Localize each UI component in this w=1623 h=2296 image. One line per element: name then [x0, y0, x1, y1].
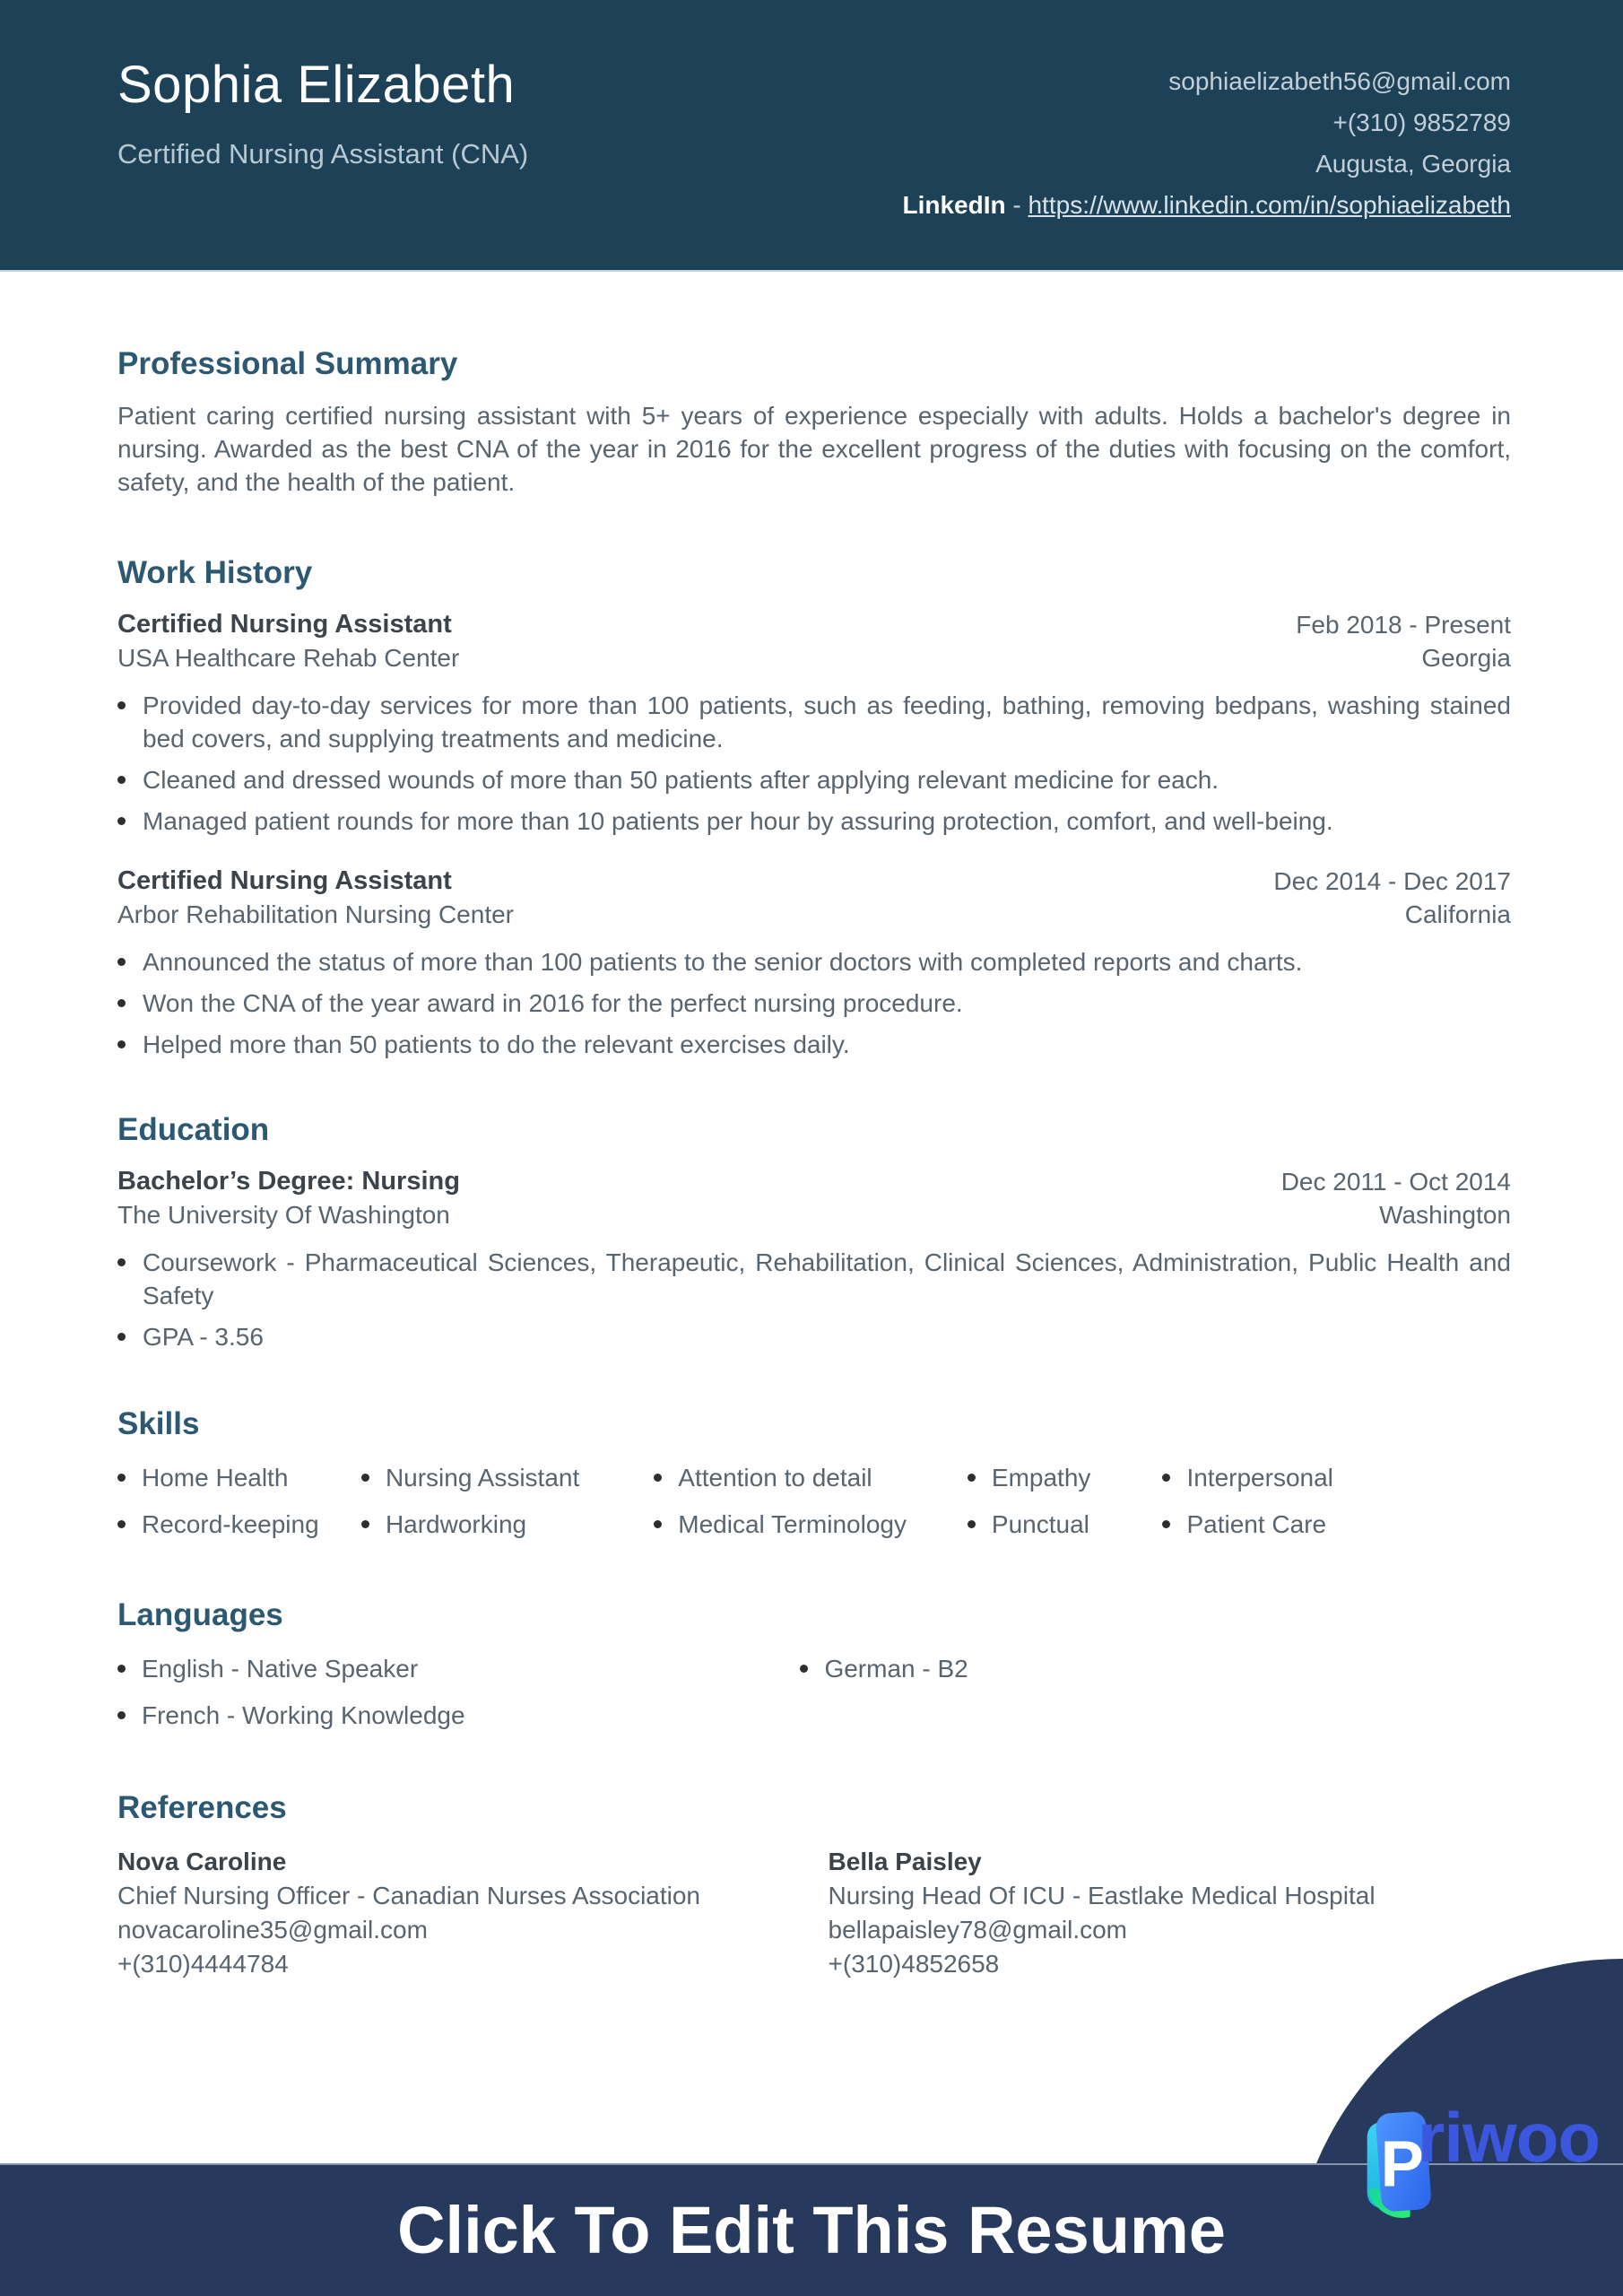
skill-item: Hardworking	[361, 1508, 654, 1541]
person-job-title: Certified Nursing Assistant (CNA)	[117, 138, 529, 170]
reference-card	[829, 1845, 1511, 1981]
work-history-heading: Work History	[117, 555, 313, 590]
reference-email: novacaroline35@gmail.com	[117, 1916, 428, 1944]
contact-linkedin	[902, 185, 1511, 226]
job-header	[117, 608, 1511, 674]
job-bullet: Won the CNA of the year award in 2016 for the perfect nursing procedure.	[117, 987, 1511, 1020]
priwoo-logo[interactable]	[1355, 2098, 1600, 2221]
reference-role: Chief Nursing Officer - Canadian Nurses Association	[117, 1882, 701, 1909]
bullet-dot-icon	[361, 1474, 369, 1482]
bullet-dot-icon	[117, 1520, 126, 1528]
linkedin-link[interactable]: https://www.linkedin.com/in/sophiaelizabeth	[1028, 191, 1511, 219]
education-bullet: Coursework - Pharmaceutical Sciences, Therapeutic, Rehabilitation, Clinical Sciences, Administration, Public Health and Safety	[117, 1246, 1511, 1312]
bullet-dot-icon	[968, 1520, 976, 1528]
references-heading: References	[117, 1790, 287, 1825]
bullet-dot-icon	[117, 1665, 126, 1673]
education-location: Washington	[1379, 1201, 1511, 1229]
job-right	[1296, 608, 1511, 674]
skill-item: Interpersonal	[1162, 1461, 1511, 1494]
bullet-dot-icon	[361, 1520, 369, 1528]
bullet-dot-icon	[117, 817, 126, 825]
bullet-dot-icon	[117, 1258, 126, 1266]
education-bullet-list	[117, 1246, 1511, 1353]
bullet-dot-icon	[117, 1711, 126, 1719]
summary-heading: Professional Summary	[117, 346, 458, 381]
job-bullet: Cleaned and dressed wounds of more than 50 patients after applying relevant medicine for each.	[117, 763, 1511, 796]
header-identity	[117, 56, 528, 270]
job-bullet-list	[117, 945, 1511, 1061]
job-left	[117, 865, 514, 931]
school-name: The University Of Washington	[117, 1201, 450, 1229]
references-grid	[117, 1845, 1511, 1981]
languages-heading: Languages	[117, 1597, 283, 1632]
reference-phone: +(310)4852658	[828, 1950, 1000, 1978]
skills-grid	[117, 1461, 1511, 1541]
skill-item: Nursing Assistant	[361, 1461, 654, 1494]
reference-phone: +(310)4444784	[117, 1950, 289, 1978]
bullet-dot-icon	[1162, 1474, 1170, 1482]
job-title: Certified Nursing Assistant	[117, 866, 452, 895]
education-heading: Education	[117, 1112, 270, 1147]
job-bullet: Managed patient rounds for more than 10 patients per hour by assuring protection, comfort, and well-being.	[117, 804, 1511, 838]
skill-item: Record-keeping	[117, 1508, 361, 1541]
job-location: Georgia	[1421, 644, 1511, 672]
language-item: French - Working Knowledge	[117, 1699, 800, 1732]
reference-name: Nova Caroline	[117, 1848, 287, 1875]
skill-item: Patient Care	[1162, 1508, 1511, 1541]
linkedin-label: LinkedIn	[902, 191, 1006, 219]
svg-text:P: P	[1380, 2128, 1424, 2201]
skill-item: Attention to detail	[654, 1461, 968, 1494]
bullet-dot-icon	[117, 701, 126, 709]
job-title: Certified Nursing Assistant	[117, 610, 452, 639]
contact-phone: +(310) 9852789	[1332, 109, 1511, 136]
reference-email: bellapaisley78@gmail.com	[828, 1916, 1128, 1944]
bullet-dot-icon	[968, 1474, 976, 1482]
job-dates: Dec 2014 - Dec 2017	[1273, 867, 1511, 895]
contact-email: sophiaelizabeth56@gmail.com	[1168, 67, 1511, 95]
education-entry	[117, 1165, 1511, 1353]
bullet-dot-icon	[117, 1040, 126, 1048]
bullet-dot-icon	[117, 958, 126, 966]
job-dates: Feb 2018 - Present	[1296, 611, 1511, 639]
job-company: USA Healthcare Rehab Center	[117, 644, 460, 672]
bullet-dot-icon	[117, 999, 126, 1007]
bullet-dot-icon	[117, 1333, 126, 1341]
bullet-dot-icon	[654, 1474, 662, 1482]
edit-resume-button[interactable]: Click To Edit This Resume	[397, 2192, 1226, 2267]
resume-body	[0, 345, 1623, 1981]
job-company: Arbor Rehabilitation Nursing Center	[117, 900, 514, 928]
person-name: Sophia Elizabeth	[117, 56, 516, 114]
job-entry	[117, 608, 1511, 838]
education-left	[117, 1165, 460, 1231]
job-bullet: Helped more than 50 patients to do the relevant exercises daily.	[117, 1028, 1511, 1061]
job-location: California	[1404, 900, 1511, 928]
job-entry	[117, 865, 1511, 1061]
education-dates: Dec 2011 - Oct 2014	[1280, 1168, 1511, 1196]
education-right	[1281, 1165, 1511, 1231]
skills-heading: Skills	[117, 1406, 200, 1441]
education-header	[117, 1165, 1511, 1231]
bullet-dot-icon	[800, 1665, 808, 1673]
bullet-dot-icon	[117, 1474, 126, 1482]
job-bullet-list	[117, 689, 1511, 838]
skill-item: Home Health	[117, 1461, 361, 1494]
language-item: German - B2	[800, 1652, 1511, 1685]
header	[0, 0, 1623, 272]
priwoo-logo-text: riwoo	[1418, 2098, 1600, 2177]
skill-item: Punctual	[968, 1508, 1163, 1541]
degree-title: Bachelor’s Degree: Nursing	[117, 1167, 460, 1196]
job-bullet: Announced the status of more than 100 patients to the senior doctors with completed reports and charts.	[117, 945, 1511, 978]
bullet-dot-icon	[654, 1520, 662, 1528]
job-right	[1273, 865, 1511, 931]
reference-role: Nursing Head Of ICU - Eastlake Medical Hospital	[828, 1882, 1376, 1909]
contact-location: Augusta, Georgia	[1315, 150, 1511, 178]
languages-grid	[117, 1652, 1511, 1732]
bullet-dot-icon	[117, 776, 126, 784]
job-left	[117, 608, 459, 674]
reference-name: Bella Paisley	[828, 1848, 982, 1875]
bullet-dot-icon	[1162, 1520, 1170, 1528]
skill-item: Medical Terminology	[654, 1508, 968, 1541]
job-bullet: Provided day-to-day services for more than 100 patients, such as feeding, bathing, removing bedpans, washing stained bed covers, and supplying treatments and medicine.	[117, 689, 1511, 755]
job-header	[117, 865, 1511, 931]
linkedin-separator: -	[1005, 191, 1028, 219]
reference-card	[117, 1845, 829, 1981]
language-item: English - Native Speaker	[117, 1652, 800, 1685]
skill-item: Empathy	[968, 1461, 1163, 1494]
education-bullet: GPA - 3.56	[117, 1320, 1511, 1353]
contact-block	[902, 61, 1511, 270]
summary-text: Patient caring certified nursing assistant with 5+ years of experience especially with adults. Holds a bachelor's degree in nursing. Awarded as the best CNA of the year in 2016 for the excellent progress of the duties with focusing on the comfort, safety, and the health of the patient.	[117, 402, 1511, 496]
